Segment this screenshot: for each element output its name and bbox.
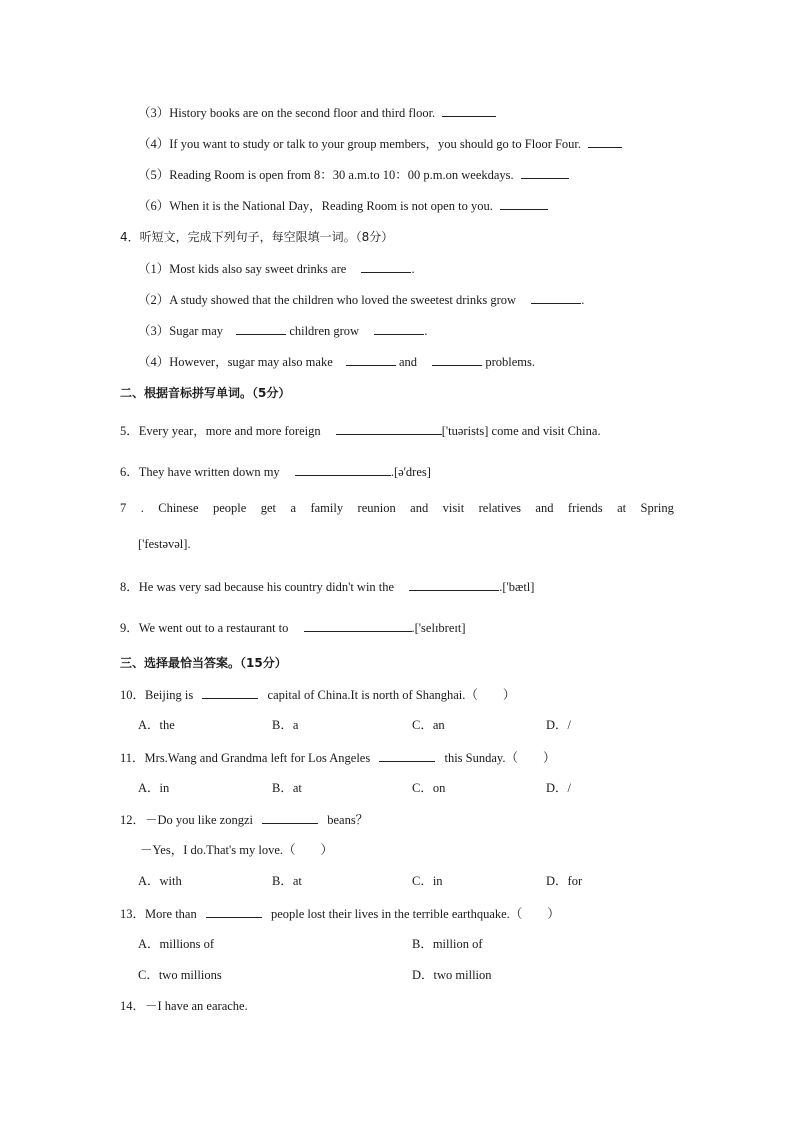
q4-sentence-3: （3）Sugar may children grow . [138, 324, 428, 338]
q11-option-d[interactable]: D．/ [546, 781, 572, 795]
answer-blank[interactable] [361, 260, 411, 273]
part1-item-4: （4）If you want to study or talk to your group members，you should go to Floor Four. [138, 135, 622, 152]
answer-blank[interactable] [379, 749, 435, 762]
section2-heading: 二、根据音标拼写单词。（5分） [120, 386, 291, 400]
part1-item-5: （5）Reading Room is open from 8：30 a.m.to 10：00 p.m.on weekdays. [138, 166, 569, 183]
section3-heading: 三、选择最恰当答案。（15分） [120, 656, 287, 670]
answer-blank[interactable] [304, 619, 412, 632]
q6: 6．They have written down my .[ə'dres] [120, 465, 431, 479]
q4-sentence-2: （2）A study showed that the children who loved the sweetest drinks grow . [138, 293, 585, 307]
q12-option-d[interactable]: D．for [546, 874, 583, 888]
q10-option-c[interactable]: C．an [412, 718, 445, 732]
q14: 14．－I have an earache. [120, 999, 248, 1013]
part1-item-3: （3）History books are on the second floor and third floor. [138, 104, 496, 121]
q11-option-b[interactable]: B．at [272, 781, 302, 795]
answer-blank[interactable] [374, 322, 424, 335]
q10-option-a[interactable]: A．the [138, 718, 175, 732]
answer-blank[interactable] [442, 104, 496, 117]
part1-item-6: （6）When it is the National Day，Reading Room is not open to you. [138, 197, 548, 214]
q10-option-b[interactable]: B．a [272, 718, 299, 732]
answer-blank[interactable] [500, 197, 548, 210]
answer-blank[interactable] [206, 905, 262, 918]
answer-blank[interactable] [521, 166, 569, 179]
q13-option-d[interactable]: D．two million [412, 968, 492, 982]
q4-sentence-4: （4）However，sugar may also make and problems. [138, 355, 535, 369]
q12-option-c[interactable]: C．in [412, 874, 443, 888]
answer-blank[interactable] [262, 811, 318, 824]
answer-blank[interactable] [588, 135, 622, 148]
q12-option-a[interactable]: A．with [138, 874, 182, 888]
q11: 11．Mrs.Wang and Grandma left for Los Angeles this Sunday.（ ） [120, 751, 556, 765]
q12-option-b[interactable]: B．at [272, 874, 302, 888]
q10: 10．Beijing is capital of China.It is north of Shanghai.（ ） [120, 688, 516, 702]
q10-option-d[interactable]: D．/ [546, 718, 572, 732]
answer-blank[interactable] [531, 291, 581, 304]
q12-reply: －Yes，I do.That's my love.（ ） [140, 843, 333, 857]
answer-blank[interactable] [236, 322, 286, 335]
answer-blank[interactable] [295, 463, 391, 476]
q7-phonetic: ['festəvəl]. [138, 537, 191, 551]
answer-blank[interactable] [202, 686, 258, 699]
answer-blank[interactable] [432, 353, 482, 366]
answer-blank[interactable] [409, 578, 499, 591]
q7-line: 7 . Chinese people get a family reunion and visit relatives and friends at Spring [120, 501, 674, 515]
q11-option-a[interactable]: A．in [138, 781, 170, 795]
q9: 9．We went out to a restaurant to .['selɪbreɪt] [120, 621, 466, 635]
q8: 8．He was very sad because his country didn't win the .['bætl] [120, 580, 535, 594]
q4-sentence-1: （1）Most kids also say sweet drinks are . [138, 262, 415, 276]
answer-blank[interactable] [336, 422, 442, 435]
q4-heading: 4．听短文，完成下列句子，每空限填一词。（8分） [120, 230, 394, 244]
q13-option-c[interactable]: C．two millions [138, 968, 222, 982]
answer-blank[interactable] [346, 353, 396, 366]
q13-option-a[interactable]: A．millions of [138, 937, 215, 951]
q13: 13．More than people lost their lives in the terrible earthquake.（ ） [120, 907, 560, 921]
q5: 5．Every year，more and more foreign ['tuərists] come and visit China. [120, 424, 601, 438]
q12: 12．－Do you like zongzi beans？ [120, 813, 369, 827]
q11-option-c[interactable]: C．on [412, 781, 446, 795]
q13-option-b[interactable]: B．million of [412, 937, 483, 951]
